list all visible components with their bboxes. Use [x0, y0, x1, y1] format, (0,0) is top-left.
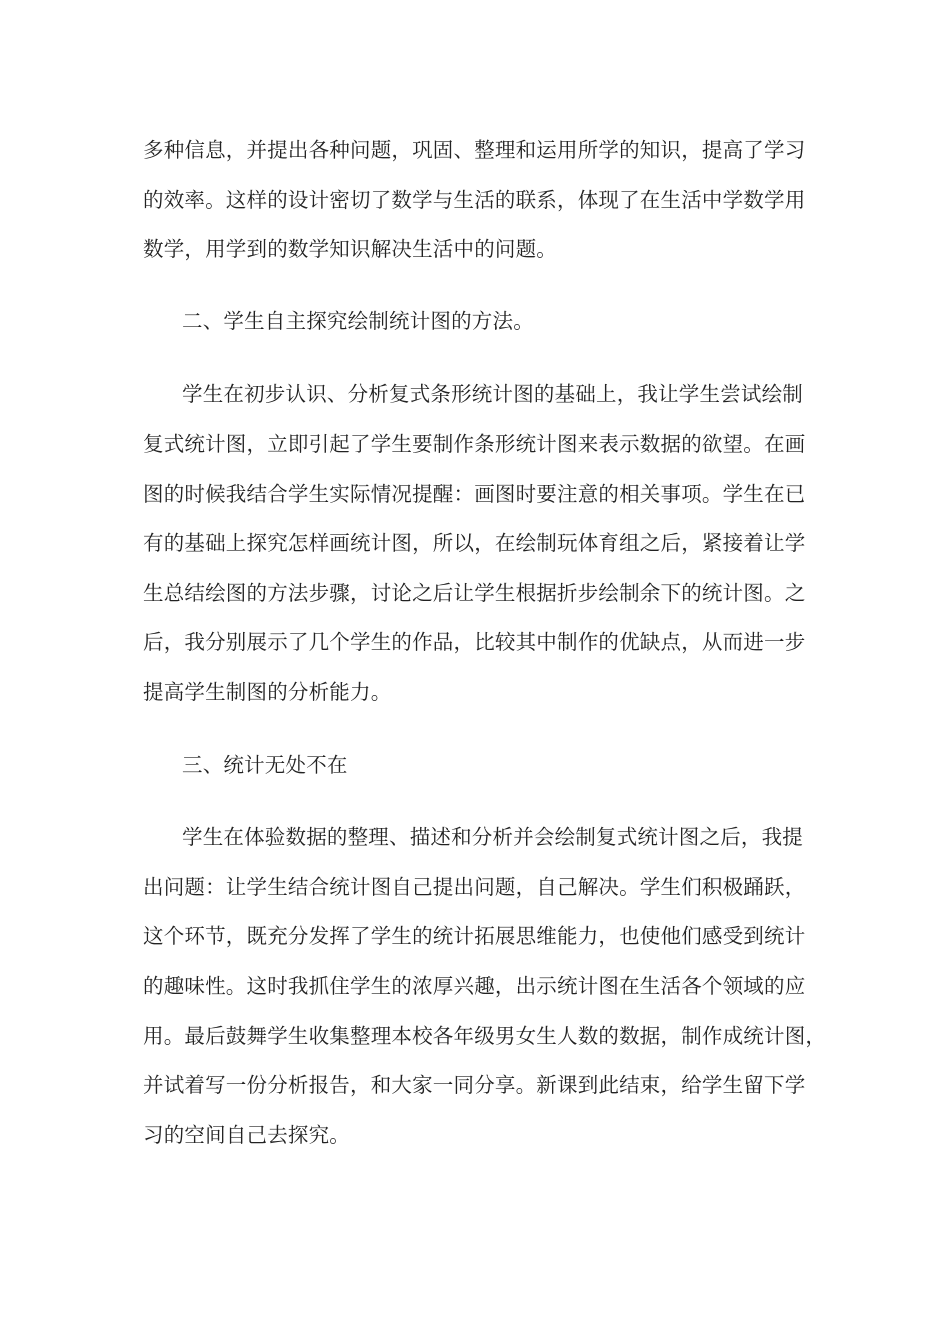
- paragraph-line: 提高学生制图的分析能力。: [143, 680, 392, 704]
- paragraph-line: 学生在体验数据的整理、描述和分析并会绘制复式统计图之后，我提: [182, 825, 803, 849]
- paragraph-line: 后，我分别展示了几个学生的作品，比较其中制作的优缺点，从而进一步: [143, 630, 806, 654]
- paragraph-line: 用。最后鼓舞学生收集整理本校各年级男女生人数的数据，制作成统计图，: [143, 1024, 827, 1048]
- paragraph-line: 多种信息，并提出各种问题，巩固、整理和运用所学的知识，提高了学习: [143, 138, 806, 162]
- section-heading: 二、学生自主探究绘制统计图的方法。: [182, 309, 534, 333]
- paragraph-line: 并试着写一份分析报告，和大家一同分享。新课到此结束，给学生留下学: [143, 1073, 806, 1097]
- paragraph-line: 的效率。这样的设计密切了数学与生活的联系，体现了在生活中学数学用: [143, 188, 806, 212]
- section-heading: 三、统计无处不在: [182, 753, 348, 777]
- paragraph-line: 学生在初步认识、分析复式条形统计图的基础上，我让学生尝试绘制: [182, 382, 803, 406]
- paragraph-line: 习的空间自己去探究。: [143, 1123, 350, 1147]
- paragraph-line: 复式统计图，立即引起了学生要制作条形统计图来表示数据的欲望。在画: [143, 432, 806, 456]
- paragraph-line: 生总结绘图的方法步骤，讨论之后让学生根据折步绘制余下的统计图。之: [143, 581, 806, 605]
- paragraph-line: 的趣味性。这时我抓住学生的浓厚兴趣，出示统计图在生活各个领域的应: [143, 974, 806, 998]
- paragraph-line: 出问题：让学生结合统计图自己提出问题，自己解决。学生们积极踊跃，: [143, 875, 806, 899]
- paragraph-line: 数学，用学到的数学知识解决生活中的问题。: [143, 237, 557, 261]
- paragraph-line: 这个环节，既充分发挥了学生的统计拓展思维能力，也使他们感受到统计: [143, 924, 806, 948]
- paragraph-line: 图的时候我结合学生实际情况提醒：画图时要注意的相关事项。学生在已: [143, 482, 806, 506]
- paragraph-line: 有的基础上探究怎样画统计图，所以，在绘制玩体育组之后，紧接着让学: [143, 531, 806, 555]
